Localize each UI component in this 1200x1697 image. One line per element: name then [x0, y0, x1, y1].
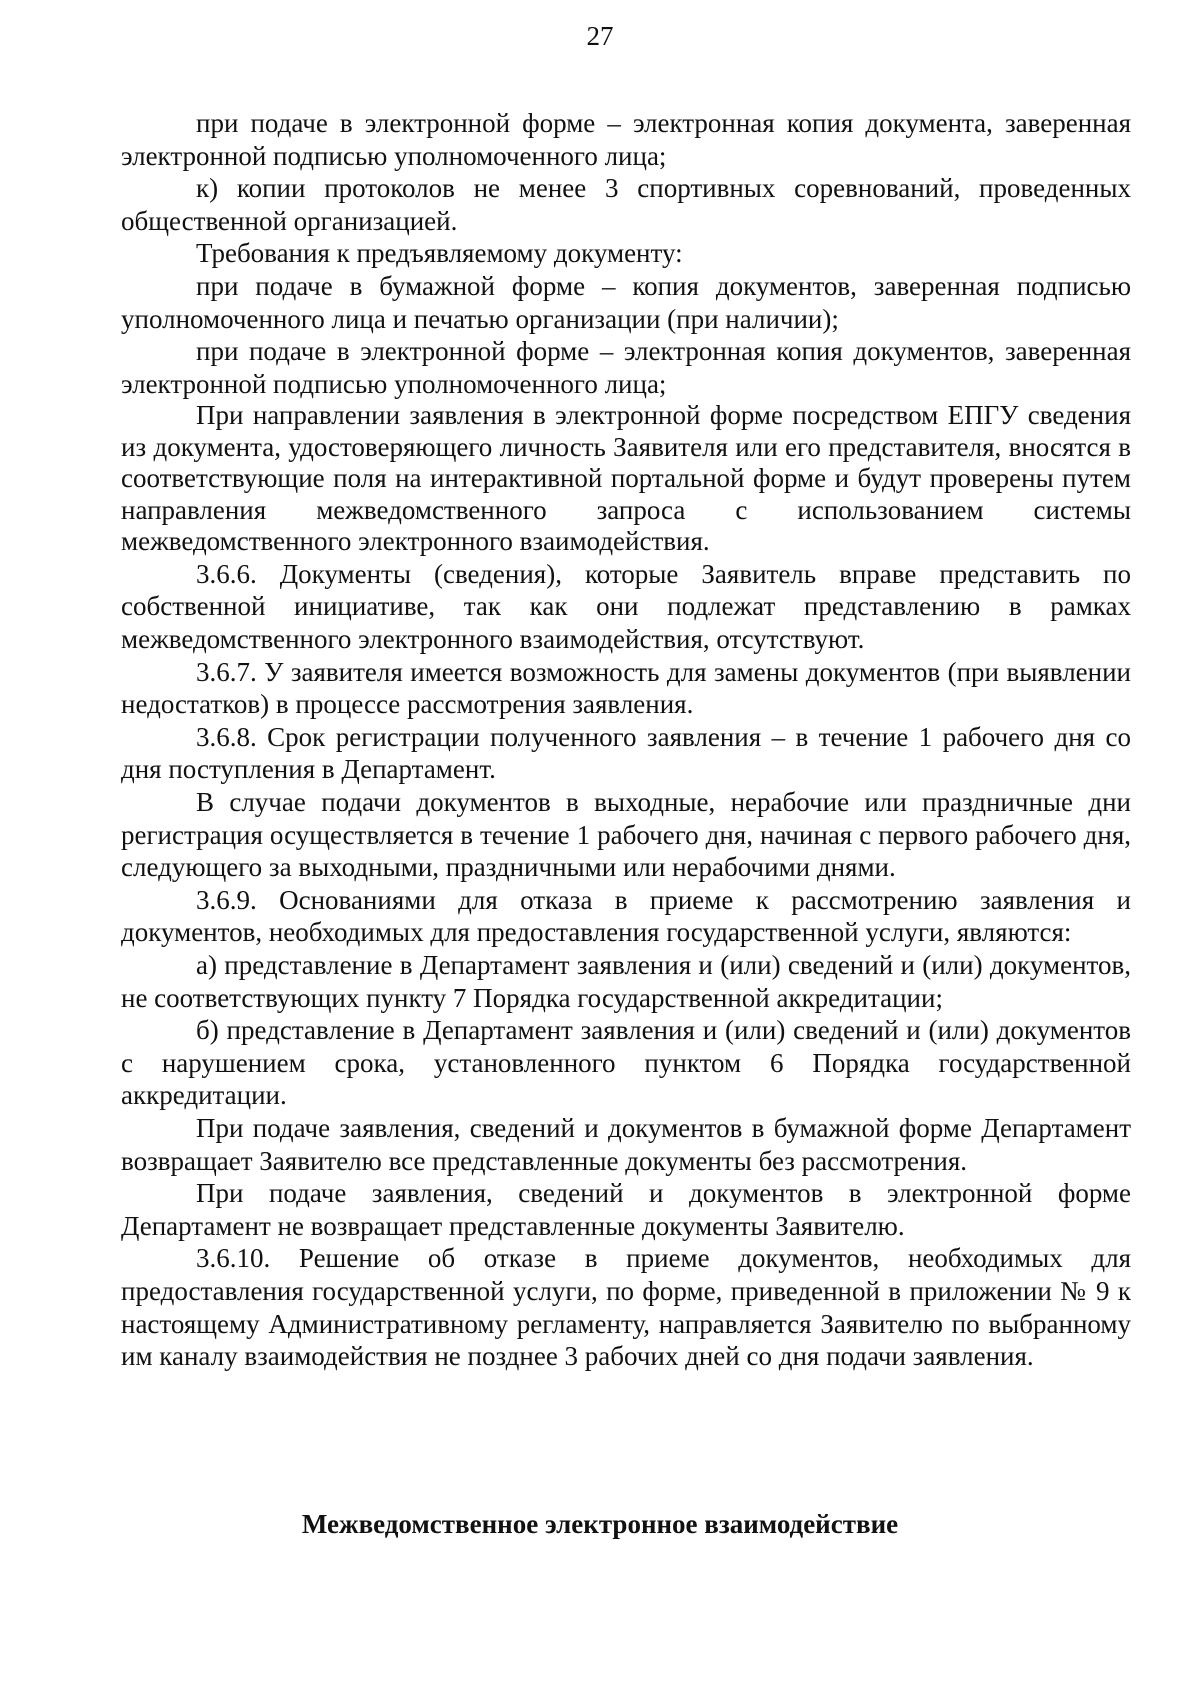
paragraph-electronic-no-return: При подаче заявления, сведений и документов в электронной форме Департамент не возвращает представленные документы Заявителю. [121, 1178, 1131, 1241]
paragraph-epgu: При направлении заявления в электронной форме посредством ЕПГУ сведения из документа, удостоверяющего личность Заявителя или его представителя, вносятся в соответствующие поля на интерактивной портальной форме и будут проверены путем направления межведомственного запроса с использованием системы межведомственного электронного взаимодействия. [121, 400, 1131, 557]
paragraph-electronic-copy: при подаче в электронной форме – электронная копия документа, заверенная электронной подписью уполномоченного лица; [121, 108, 1131, 171]
paragraph-3-6-6: 3.6.6. Документы (сведения), которые Заявитель вправе представить по собственной инициативе, так как они подлежат представлению в рамках межведомственного электронного взаимодействия, отсутствуют. [121, 558, 1131, 655]
paragraph-item-b: б) представление в Департамент заявления и (или) сведений и (или) документов с нарушением срока, установленного пунктом 6 Порядка государственной аккредитации. [121, 1015, 1131, 1111]
section-heading: Межведомственное электронное взаимодействие [301, 1509, 899, 1539]
page-number: 27 [586, 21, 614, 51]
paragraph-3-6-8: 3.6.8. Срок регистрации полученного заявления – в течение 1 рабочего дня со дня поступления в Департамент. [121, 721, 1131, 785]
paragraph-requirements: Требования к предъявляемому документу: [196, 238, 683, 269]
paragraph-3-6-9: 3.6.9. Основаниями для отказа в приеме к рассмотрению заявления и документов, необходимых для предоставления государственной услуги, являются: [121, 884, 1131, 948]
paragraph-3-6-7: 3.6.7. У заявителя имеется возможность для замены документов (при выявлении недостатков) в процессе рассмотрения заявления. [121, 656, 1131, 720]
paragraph-3-6-10: 3.6.10. Решение об отказе в приеме документов, необходимых для предоставления государственной услуги, по форме, приведенной в приложении № 9 к настоящему Административному регламенту, направляется Заявителю по выбранному им каналу взаимодействия не позднее 3 рабочих дней со дня подачи заявления. [121, 1243, 1131, 1372]
paragraph-weekend-registration: В случае подачи документов в выходные, нерабочие или праздничные дни регистрация осуществляется в течение 1 рабочего дня, начиная с первого рабочего дня, следующего за выходными, праздничными или нерабочими днями. [121, 787, 1131, 883]
paragraph-paper-form: при подаче в бумажной форме – копия документов, заверенная подписью уполномоченного лица и печатью организации (при наличии); [121, 270, 1131, 334]
document-body [121, 107, 1131, 1373]
paragraph-item-a: а) представление в Департамент заявления и (или) сведений и (или) документов, не соответствующих пункту 7 Порядка государственной аккредитации; [121, 949, 1131, 1013]
paragraph-paper-return: При подаче заявления, сведений и документов в бумажной форме Департамент возвращает Заявителю все представленные документы без рассмотрения. [121, 1112, 1131, 1176]
paragraph-electronic-form: при подаче в электронной форме – электронная копия документов, заверенная электронной подписью уполномоченного лица; [121, 336, 1131, 399]
paragraph-item-k: к) копии протоколов не менее 3 спортивных соревнований, проведенных общественной организацией. [121, 173, 1131, 236]
